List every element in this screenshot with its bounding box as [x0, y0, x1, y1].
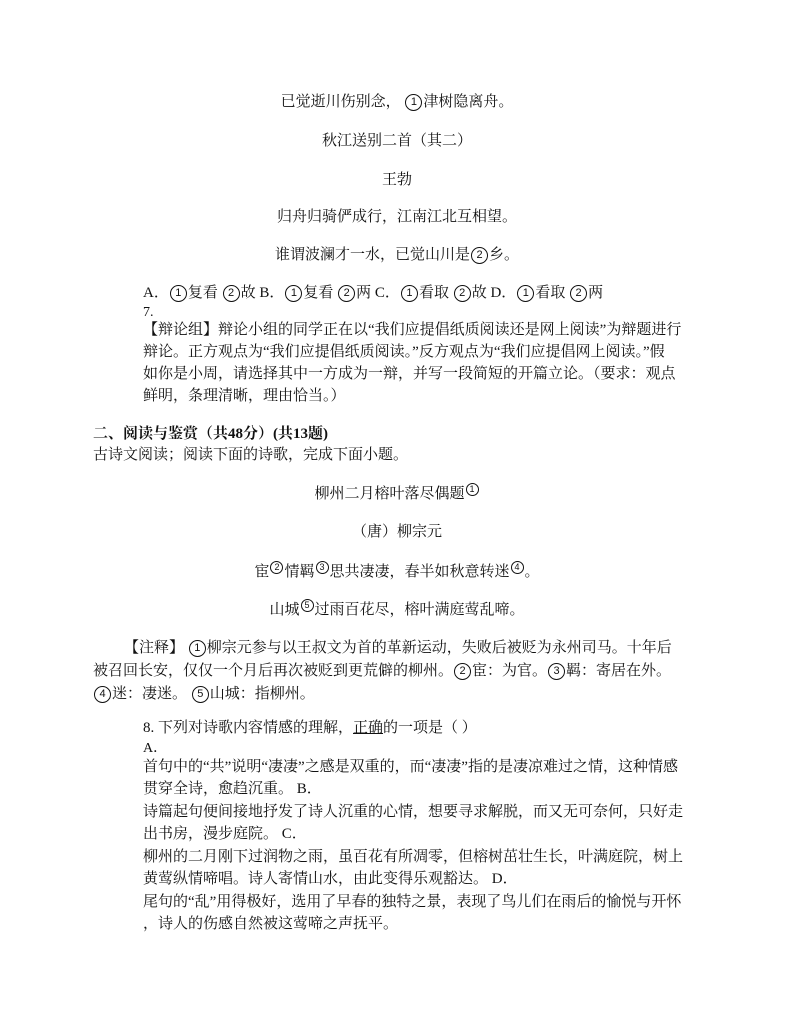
- q8-option-text: 贯穿全诗，愈趋沉重。 B．: [143, 781, 322, 797]
- q7-number: 7.: [143, 305, 154, 320]
- note-mark: 4: [94, 686, 111, 703]
- poem1-line: 归舟归骑俨成行，江南江北互相望。: [276, 209, 517, 225]
- poem2-title-text: 柳州二月榕叶落尽偶题: [314, 486, 465, 502]
- notes-line: [124, 638, 672, 658]
- option-mark: 1: [517, 285, 534, 302]
- option-mark: 2: [223, 285, 240, 302]
- footnote-mark: 4: [511, 561, 524, 574]
- poem2-line-text: 宦: [254, 564, 270, 580]
- option-mark: 1: [170, 285, 187, 302]
- q8-stem-text: 的一项是（ ）: [383, 720, 477, 736]
- note-text: 被召回长安，仅仅一个月后再次被贬到更荒僻的柳州。: [93, 663, 454, 679]
- note-mark: 1: [189, 640, 206, 657]
- q8-option-text: 尾句的“乱”用得极好，选用了早春的独特之景，表现了鸟儿们在雨后的愉悦与开怀: [143, 894, 682, 910]
- note-text: 山城：指柳州。: [209, 686, 315, 702]
- option-text: 复看: [187, 285, 218, 301]
- poem2-line-text: 情羁: [284, 564, 315, 580]
- footnote-mark: 1: [405, 94, 422, 111]
- q8-stem-emphasis: 正确: [353, 720, 384, 736]
- option-label: A．: [143, 741, 168, 756]
- option-text: 复看: [303, 285, 334, 301]
- poem2-line: [0, 599, 794, 620]
- poem1-line: [0, 245, 794, 265]
- note-mark: 2: [454, 663, 471, 680]
- poem2-author: （唐）柳宗元: [351, 524, 442, 540]
- note-text: 迷：凄迷。: [112, 686, 188, 702]
- notes-line: [93, 661, 671, 681]
- option-text: 看取: [418, 285, 449, 301]
- notes-line: [93, 684, 315, 704]
- poem1-line: [0, 92, 794, 112]
- poem1-author: 王勃: [381, 172, 412, 188]
- option-text: 看取: [535, 285, 566, 301]
- notes-label: 【注释】: [124, 640, 185, 656]
- footnote-mark: 3: [316, 561, 329, 574]
- poem2-line-text: 山城: [269, 602, 300, 618]
- option-label: B．: [259, 285, 285, 301]
- q8-option-text: 柳州的二月刚下过润物之雨，虽百花有所凋零，但榕树茁壮生长，叶满庭院，树上: [143, 849, 684, 865]
- note-text: 宦：为官。: [472, 663, 548, 679]
- q8-stem: [143, 718, 477, 738]
- poem1-line-text: 乡。: [489, 247, 520, 263]
- note-mark: 5: [192, 686, 209, 703]
- poem2-line-text: 过雨百花尽，榕叶满庭莺乱啼。: [314, 602, 525, 618]
- poem2-line-text: 。: [524, 564, 540, 580]
- option-mark: 2: [570, 285, 587, 302]
- note-text: 柳宗元参与以王叔文为首的革新运动，失败后被贬为永州司马。十年后: [206, 640, 672, 656]
- q7-text: 辩论。正方观点为“我们应提倡纸质阅读。”反方观点为“我们应提倡网上阅读。”假: [143, 344, 665, 360]
- q7-text: 【辩论组】辩论小组的同学正在以“我们应提倡纸质阅读还是网上阅读”为辩题进行: [143, 322, 682, 338]
- option-text: 两: [356, 285, 372, 301]
- option-mark: 1: [285, 285, 302, 302]
- poem1-line-text: 谁谓波澜才一水，已觉山川是: [274, 247, 470, 263]
- q8-option-text: 首句中的“共”说明“凄凄”之感是双重的，而“凄凄”指的是凄凉难过之情，这种情感: [143, 759, 678, 775]
- q8-stem-text: 8. 下列对诗歌内容情感的理解，: [143, 720, 354, 736]
- note-mark: 3: [548, 663, 565, 680]
- q8-option-text: ，诗人的伤感自然被这莺啼之声抚平。: [143, 916, 399, 932]
- poem1-line-text: 津树隐离舟。: [423, 94, 514, 110]
- q8-option-text: 黄莺纵情啼唱。诗人寄情山水，由此变得乐观豁达。 D．: [143, 871, 518, 887]
- q8-option-text: 出书房，漫步庭院。 C．: [143, 826, 307, 842]
- option-label: D．: [490, 285, 517, 301]
- q7-text: 鲜明，条理清晰，理由恰当。）: [143, 388, 346, 404]
- poem2-line-text: 思共凄凄，春半如秋意转迷: [329, 564, 510, 580]
- option-text: 故: [240, 285, 256, 301]
- footnote-mark: 2: [270, 561, 283, 574]
- option-label: A．: [143, 285, 169, 301]
- q8-option-text: 诗篇起句便间接地抒发了诗人沉重的心情，想要寻求解脱，而又无可奈何，只好走: [143, 804, 684, 820]
- option-mark: 2: [454, 285, 471, 302]
- poem2-title: [0, 483, 794, 504]
- q6-options: [143, 283, 603, 303]
- note-text: 羁：寄居在外。: [566, 663, 672, 679]
- option-text: 故: [471, 285, 487, 301]
- option-mark: 1: [401, 285, 418, 302]
- poem1-line-text: 已觉逝川伤别念，: [280, 94, 401, 110]
- poem1-title: 秋江送别二首（其二）: [321, 133, 472, 149]
- section-heading: 二、阅读与鉴赏（共48分）(共13题): [93, 426, 328, 442]
- option-mark: 2: [338, 285, 355, 302]
- section-intro: 古诗文阅读；阅读下面的诗歌，完成下面小题。: [93, 447, 409, 463]
- poem2-line: [0, 561, 794, 582]
- footnote-mark: 5: [301, 599, 314, 612]
- q7-text: 如你是小周，请选择其中一方成为一辩，并写一段简短的开篇立论。（要求：观点: [143, 366, 676, 382]
- option-label: C．: [374, 285, 400, 301]
- blank-mark: 2: [471, 247, 488, 264]
- footnote-mark: 1: [466, 483, 479, 496]
- option-text: 两: [588, 285, 604, 301]
